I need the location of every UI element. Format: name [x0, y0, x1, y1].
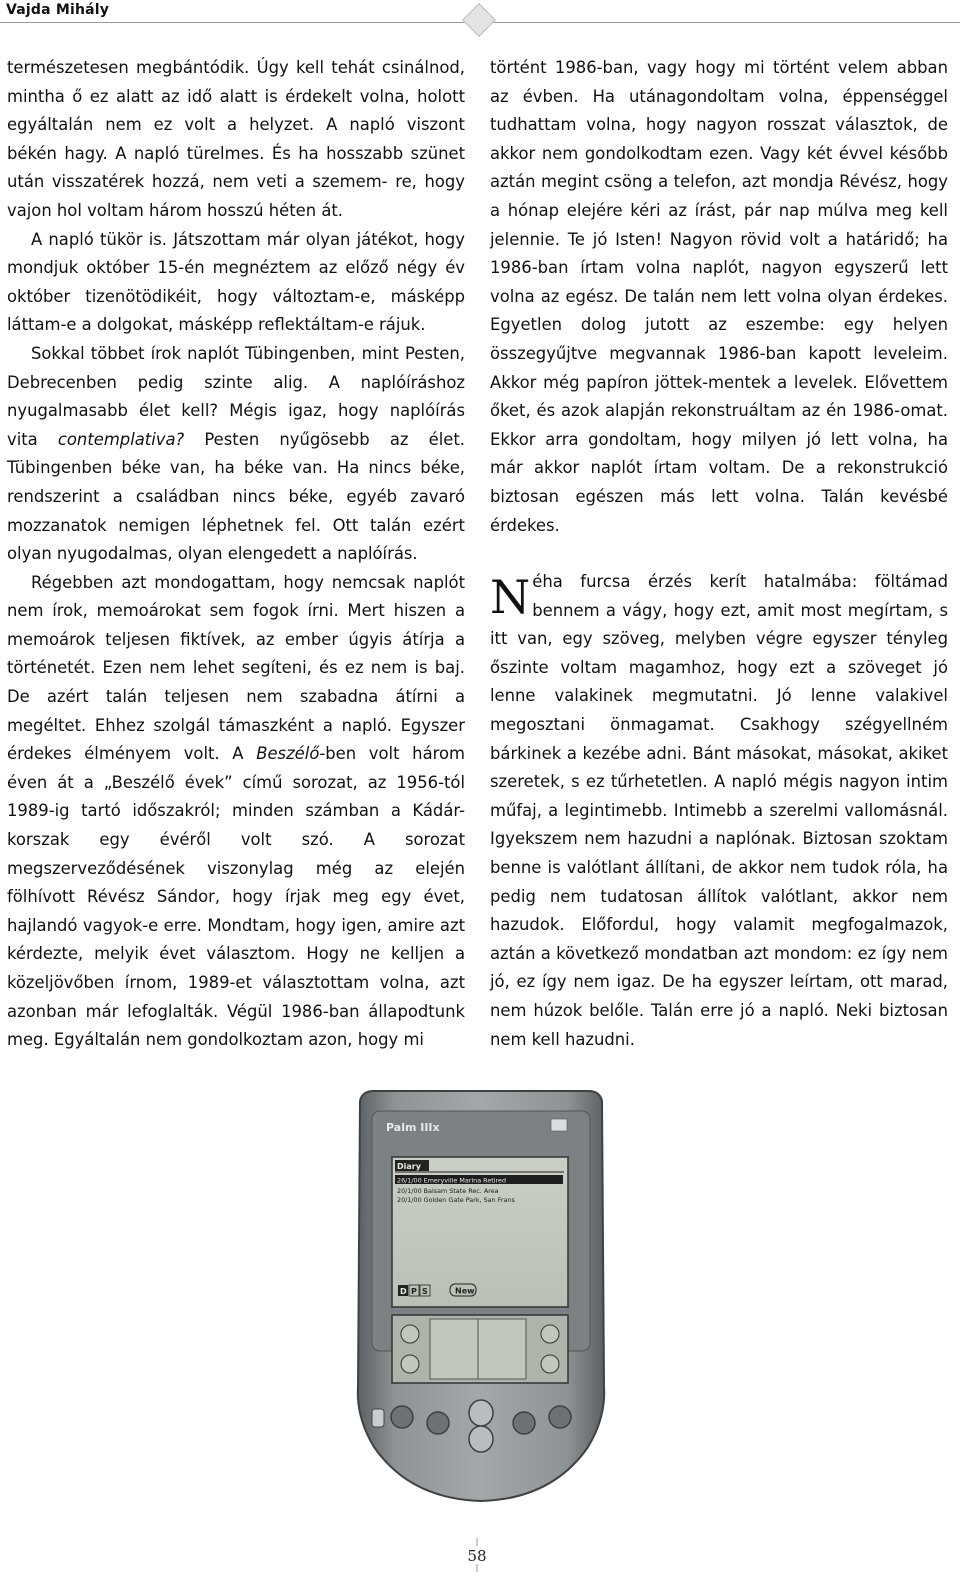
memo-pad-button — [549, 1406, 571, 1428]
paragraph: A napló tükör is. Játszottam már olyan játékot, hogy mondjuk október 15-én megnéztem az előző négy év október tizenötödikéit, hogy változtam-e, másképp láttam-e a dolgokat, másképp reflektáltam-e rájuk. — [7, 229, 465, 335]
paragraph: természetesen megbántódik. Úgy kell tehát csinálnod, mintha ő ez alatt az idő alatt is érdekelt volna, holott egyáltalán nem ez volt a helyzet. A napló viszont békén hagy. A napló türelmes. És ha hosszabb szünet után visszatérek hozzá, nem veti a szemem- re, hogy vajon hol voltam három hosszú héten át. — [7, 58, 465, 220]
category-tab-label: S — [422, 1287, 428, 1296]
app-title: Diary — [397, 1162, 421, 1171]
section-break — [490, 540, 948, 568]
scroll-down-button — [469, 1426, 493, 1452]
header-diamond-ornament — [462, 3, 496, 37]
page-number: 58 — [467, 1547, 487, 1565]
diary-entry: 26/1/00 Emeryville Marina Retired — [397, 1176, 507, 1185]
palm-pda-illustration — [352, 1087, 610, 1507]
text-column-left — [7, 54, 465, 1055]
paragraph: történt 1986-ban, vagy hogy mi történt velem abban az évben. Ha utánagondoltam volna, éppenséggel tudhattam volna, hogy nagyon rosszat választok, de akkor nem gondolkodtam ezen. Vagy két évvel később aztán megint csöng a telefon, azt mondja Révész, hogy a hónap elejére kéri az írást, pár nap múlva meg kell jelennie. Te jó Isten! Nagyon rövid volt a határidő; ha 1986-ban írtam volna naplót, nagyon egyszerű lett volna az egész. De talán nem lett volna olyan érdekes. Egyetlen dolog jutott az eszembe: egy helyen összegyűjtve megvannak 1986-ban kapott leveleim. Akkor még papíron jöttek-mentek a levelek. Elővettem őket, és azok alapján rekonstruáltam az én 1986-omat. Ekkor arra gondoltam, hogy milyen jó lett volna, ha már akkor naplót írtam voltam. De a rekonstrukció biztosan egészen más lett volna. Talán kevésbé érdekes. — [490, 58, 948, 535]
text-run: éha furcsa érzés kerít hatalmába: föltámad bennem a vágy, hogy ezt, amit most megírtam, s itt van, egy szöveg, melyben végre egyszer tényleg őszinte voltam magamhoz, hogy ezt a szöveget jó lenne valakinek megmutatni. Jó lenne valakivel megosztani önmagamat. Csakhogy szégyellném bárkinek a kezébe adni. Bánt másokat, másokat, akiket szeretek, s ez tűrhetetlen. A napló mégis nagyon intim műfaj, a legintimebb. Intimebb a szerelmi vallomásnál. Igyekszem nem hazudni a naplónak. Biztosan szoktam benne is valótlant állítani, de akkor nem tudok róla, ha pedig nem tudatosan állítok valótlant, akkor nem hazudok. Előfordul, hogy valamit megfogalmazok, aztán a következő mondatban azt mondom: ez így nem jó, ez így nem igaz. De ha egyszer leírtam, ott marad, nem húzok belőle. Talán erre jó a napló. Neki biztosan nem kell hazudni. — [490, 572, 948, 1049]
menu-icon — [541, 1325, 559, 1343]
italic-term: contemplativa? — [57, 429, 185, 449]
category-tab-label: P — [411, 1287, 417, 1296]
running-header — [0, 0, 960, 30]
page-number-frame — [466, 1538, 488, 1572]
paragraph — [7, 569, 465, 1055]
power-button — [372, 1409, 384, 1427]
text-run: Régebben azt mondogattam, hogy nemcsak naplót nem írok, memoárokat sem fogok írni. Mert hiszen a memoárok teljesen fiktívek, az ember úgyis átírja a történetét. Ezen nem lehet segíteni, és ez nem is baj. De azért talán teljesen nem szabadna átírni a megéltet. Ehhez szolgál támaszként a napló. Egyszer érdekes élményem volt. A — [7, 572, 465, 764]
calculator-icon — [401, 1355, 419, 1373]
new-button-label: New — [455, 1286, 475, 1296]
address-book-button — [427, 1412, 449, 1434]
diary-entry: 20/1/00 Golden Gate Park, San Frans — [397, 1196, 515, 1204]
ir-window — [551, 1119, 567, 1131]
text-run: -ben volt három éven át a „Beszélő évek” című sorozat, az 1956-tól 1989-ig tartó időszakról; minden számban a Kádár-korszak egy évéről volt szó. A sorozat megszerveződésének viszonylag még az elején fölhívott Révész Sándor, hogy írjak meg egy évet, hajlandó vagyok-e erre. Mondtam, hogy igen, amire azt kérdezte, melyik évet választom. Hogy ne kelljen a közeljövőben írnom, 1989-et választottam volna, azt azonban már lefoglalták. Végül 1986-ban állapodtunk meg. Egyáltalán nem gondolkoztam azon, hogy mi — [7, 744, 465, 1050]
paragraph-with-dropcap — [490, 568, 948, 1054]
find-icon — [541, 1355, 559, 1373]
diary-entry: 20/1/00 Balsam State Rec. Area — [397, 1187, 499, 1195]
text-run: Sokkal többet írok naplót Tübingenben, mint Pesten, Debrecenben pedig szinte alig. A naplóíráshoz nyugalmasabb élet kell? Mégis igaz, hogy naplóírás vita — [7, 343, 465, 449]
text-column-right — [490, 54, 948, 1054]
italic-title: Beszélő — [256, 744, 320, 764]
paragraph — [7, 340, 465, 569]
author-name: Vajda Mihály — [6, 2, 110, 18]
drop-cap: N — [490, 570, 531, 625]
text-run: Pesten nyűgösebb az élet. Tübingenben béke van, ha béke van. Ha nincs béke, rendszerint a családban nincs béke, egyéb zavaró mozzanatok nemigen léphetnek fel. Ott talán ezért olyan nyugodalmas, olyan elengedett a naplóírás. — [7, 429, 466, 564]
category-tab-label: D — [400, 1287, 407, 1296]
date-book-button — [391, 1406, 413, 1428]
todo-list-button — [513, 1412, 535, 1434]
scroll-up-button — [469, 1400, 493, 1426]
home-icon — [401, 1325, 419, 1343]
device-brand-label: Palm IIIx — [386, 1121, 440, 1134]
